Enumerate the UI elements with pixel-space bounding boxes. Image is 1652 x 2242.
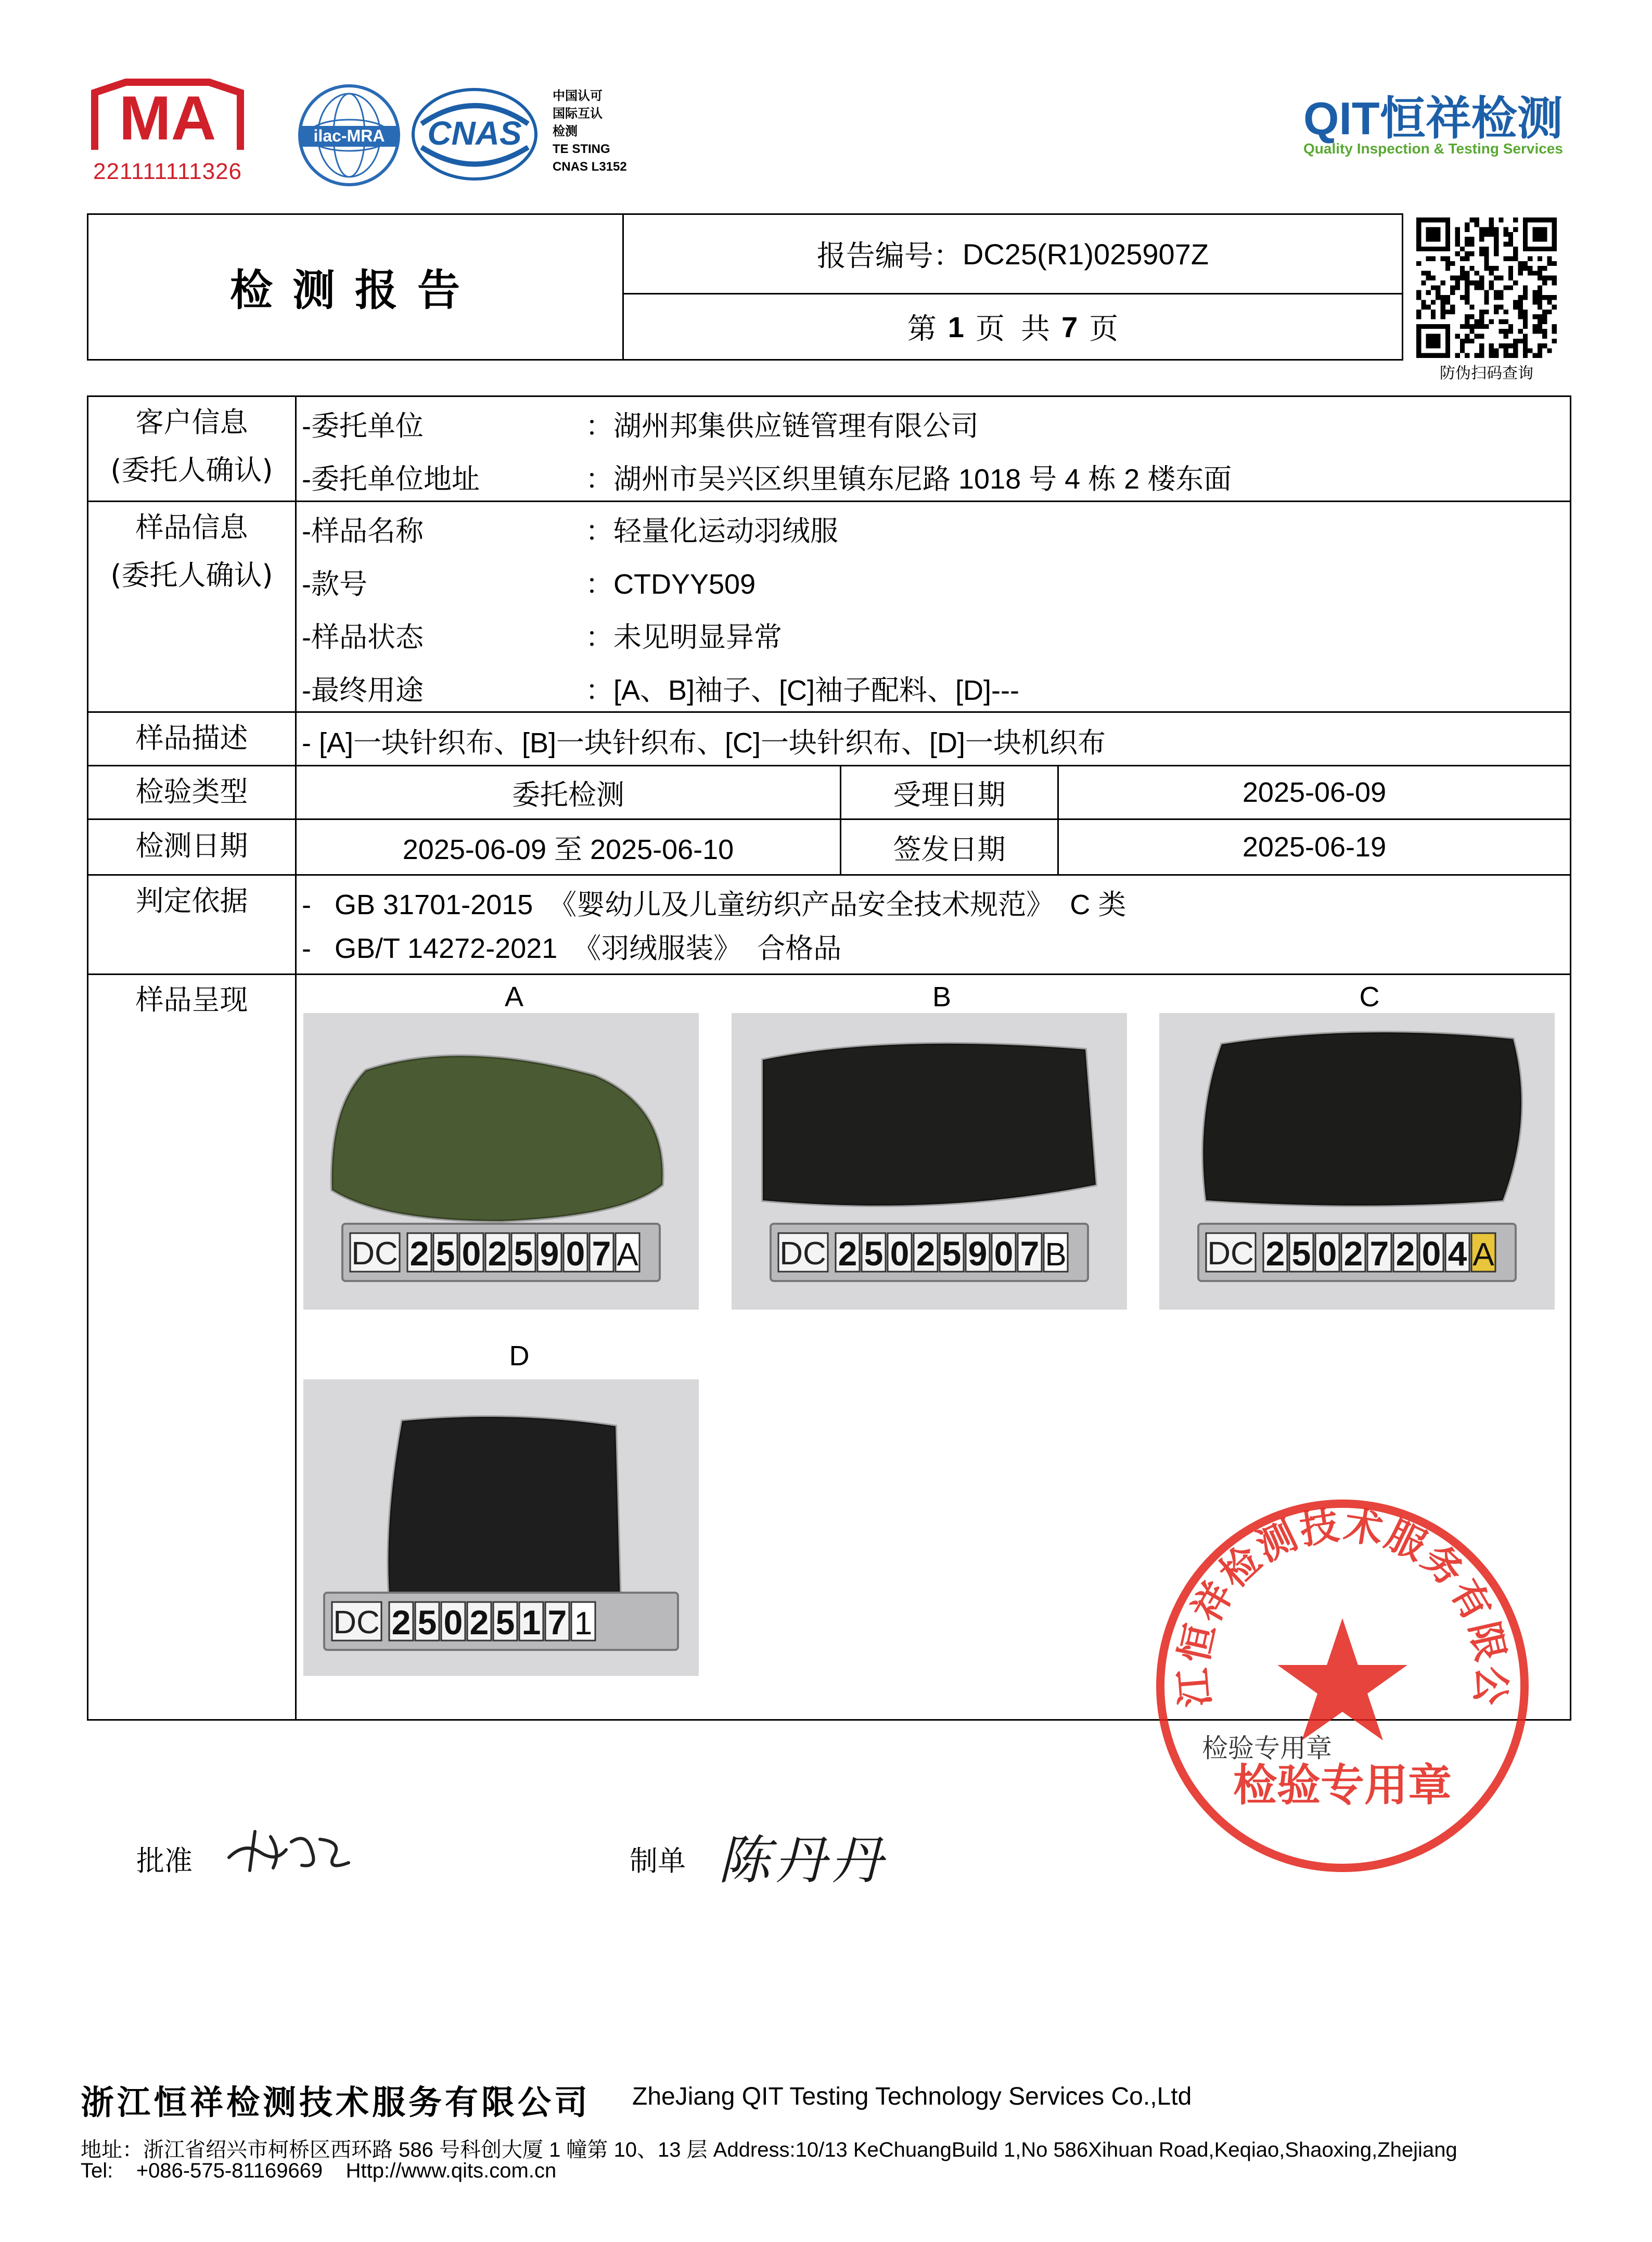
svg-text:2: 2 [391,1603,411,1642]
style-no-key: -款号 [302,569,367,600]
svg-text:7: 7 [1020,1234,1040,1273]
sample-name-value: ：轻量化运动羽绒服 [585,516,838,547]
received-date-value: 2025-06-09 [1242,777,1387,808]
cma-number: 221111111326 [93,159,242,184]
footer-website[interactable]: Http://www.qits.com.cn [345,2159,557,2182]
sample-desc-value: - [A]一块针织布、[B]一块针织布、[C]一块针织布、[D]一块机织布 [302,727,1106,759]
received-date-label: 受理日期 [893,779,1006,811]
svg-text:2: 2 [838,1234,857,1273]
svg-text:DC: DC [333,1605,380,1641]
photo-label-c: C [1359,981,1380,1013]
svg-text:0: 0 [443,1603,463,1642]
svg-text:0: 0 [890,1234,910,1273]
criteria-line: - GB 31701-2015 《婴幼儿及儿童纺织产品安全技术规范》 C 类 [302,889,1126,920]
svg-text:5: 5 [514,1234,533,1273]
footer-address: 地址：浙江省绍兴市柯桥区西环路 586 号科创大厦 1 幢第 10、13 层 Address:10/13 KeChuangBuild 1,No 586Xihuan Road,Keqiao,Shaoxing,Zhejiang [81,2138,1457,2161]
table-divider [295,395,297,1721]
ilac-text: ilac-MRA [313,126,385,145]
svg-text:DC: DC [779,1236,826,1272]
svg-text:7: 7 [1369,1234,1389,1273]
cnas-text: CNAS [427,114,522,152]
svg-text:A: A [617,1237,638,1273]
svg-text:9: 9 [968,1234,988,1273]
svg-text:5: 5 [417,1603,437,1642]
svg-text:2: 2 [469,1603,489,1642]
svg-text:DC: DC [351,1236,398,1272]
customer-info-label: 客户信息 (委托人确认) [110,406,273,486]
inspection-type-label: 检验类型 [135,775,248,808]
cma-text: MA [119,83,216,153]
table-divider [87,711,1571,713]
sample-photo-d [303,1379,699,1676]
page-indicator: 第 1 页 共 7 页 [907,310,1119,345]
footer-company-cn: 浙江恒祥检测技术服务有限公司 [81,2083,591,2122]
photo-label-d: D [509,1340,530,1372]
cnas-caption: 中国认可 国际互认 检测 TE STING CNAS L3152 [553,89,627,174]
sample-tag [1206,1233,1495,1273]
test-date-value: 2025-06-09 至 2025-06-10 [402,834,734,865]
table-divider [87,874,1571,876]
sample-photo-a [303,1013,699,1310]
footer-company-en: ZheJiang QIT Testing Technology Services Co.,Ltd [632,2083,1192,2110]
table-divider [87,501,1571,502]
ilac-mra-logo [289,83,409,187]
official-seal [1145,1488,1540,1884]
svg-text:0: 0 [1317,1234,1337,1273]
qr-caption: 防伪扫码查询 [1440,364,1533,382]
footer-contact: Tel: +086-575-81169669 Http://www.qits.com.cn [81,2159,557,2182]
svg-text:2: 2 [1343,1234,1363,1273]
svg-text:5: 5 [864,1234,883,1273]
sample-photos-label: 样品呈现 [135,983,248,1016]
svg-text:2: 2 [488,1234,507,1273]
cnas-logo [411,87,539,181]
test-date-label: 检测日期 [135,829,248,862]
svg-text:0: 0 [462,1234,481,1273]
svg-text:5: 5 [1291,1234,1311,1273]
svg-text:A: A [1472,1237,1494,1273]
sample-desc-label: 样品描述 [135,722,248,754]
sample-info-label: 样品信息 (委托人确认) [110,511,273,592]
criteria-label: 判定依据 [135,885,248,917]
svg-text:5: 5 [942,1234,962,1273]
approver-signature [224,1821,354,1880]
svg-text:4: 4 [1448,1234,1467,1273]
qit-tagline: Quality Inspection & Testing Services [1303,140,1563,157]
sample-tag [350,1233,639,1273]
svg-text:0: 0 [1422,1234,1441,1273]
svg-text:7: 7 [592,1234,611,1273]
svg-text:0: 0 [994,1234,1014,1273]
preparer-signature: 陈丹丹 [718,1830,887,1891]
style-no-value: ：CTDYY509 [585,569,756,600]
cma-logo [89,77,246,155]
client-name-key: -委托单位 [302,411,424,442]
svg-text:浙江恒祥检测技术服务有限公司: 江恒祥检测技术服务有限公 [1170,1503,1515,1709]
client-address-key: -委托单位地址 [302,464,480,495]
svg-text:9: 9 [540,1234,559,1273]
client-name-value: ：湖州邦集供应链管理有限公司 [585,411,979,442]
svg-text:检验专用章: 检验专用章 [1233,1760,1452,1811]
sample-photo-b [732,1013,1127,1310]
svg-text:2: 2 [1395,1234,1415,1273]
table-divider [87,973,1571,975]
fabric-swatch [1203,1032,1521,1206]
inspection-type-value: 委托检测 [512,779,624,811]
client-address-value: ：湖州市吴兴区织里镇东尼路 1018 号 4 栋 2 楼东面 [585,464,1232,495]
svg-text:5: 5 [495,1603,515,1642]
issue-date-label: 签发日期 [893,834,1006,865]
end-use-key: -最终用途 [302,675,424,706]
svg-text:2: 2 [409,1234,429,1273]
seal-caption: 检验专用章 [1202,1733,1332,1763]
svg-text:0: 0 [566,1234,585,1273]
issue-date-value: 2025-06-19 [1242,831,1387,863]
criteria-line: - GB/T 14272-2021 《羽绒服装》 合格品 [302,933,842,964]
sample-tag [778,1233,1068,1273]
sample-name-key: -样品名称 [302,516,424,547]
sample-tag [332,1602,595,1642]
report-title: 检测报告 [229,266,480,315]
svg-text:1: 1 [521,1603,541,1642]
sample-status-value: ：未见明显异常 [585,622,782,653]
sample-photo-c [1159,1013,1555,1310]
svg-text:2: 2 [1265,1234,1285,1273]
fabric-swatch [763,1044,1096,1206]
anti-counterfeit-qr-code[interactable] [1416,217,1557,358]
approver-label: 批准 [136,1844,193,1877]
report-number: 报告编号： DC25(R1)025907Z [816,237,1209,272]
sample-status-key: -样品状态 [302,622,424,653]
svg-text:B: B [1045,1237,1067,1273]
svg-text:7: 7 [547,1603,567,1642]
qit-brand: QIT恒祥检测 [1303,93,1563,144]
svg-text:2: 2 [916,1234,936,1273]
svg-text:5: 5 [436,1234,455,1273]
preparer-label: 制单 [630,1844,686,1877]
photo-label-a: A [504,981,524,1013]
svg-text:DC: DC [1207,1236,1254,1272]
end-use-value: ：[A、B]袖子、[C]袖子配料、[D]--- [585,675,1019,706]
svg-text:1: 1 [574,1606,593,1642]
photo-label-b: B [932,981,952,1013]
